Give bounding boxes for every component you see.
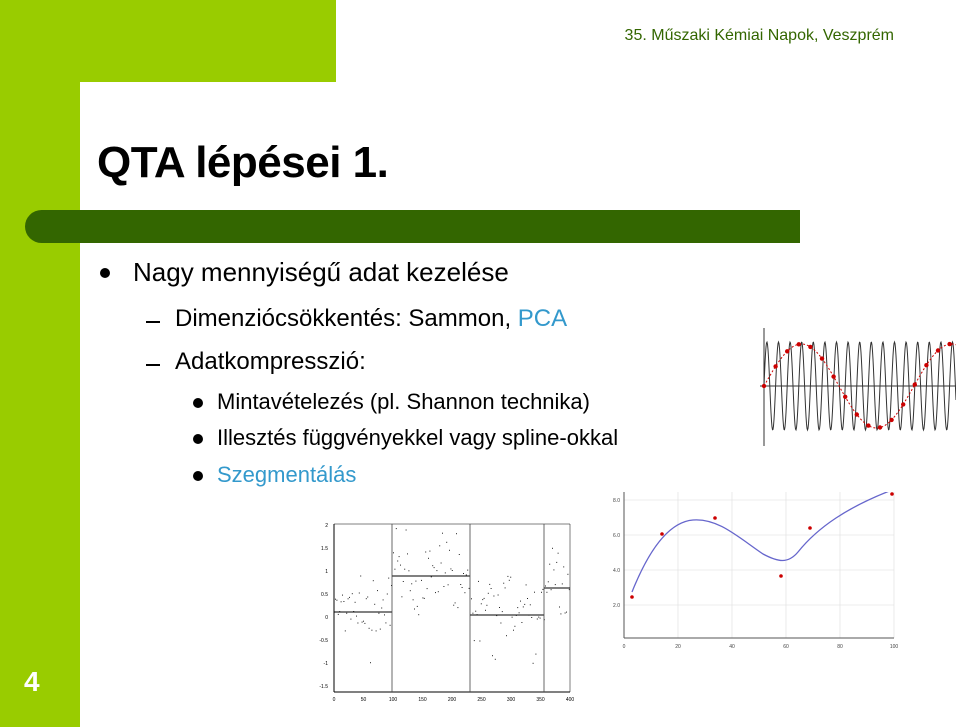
scatter-point bbox=[559, 607, 560, 608]
sub-bullet-dimension-reduction bbox=[175, 305, 567, 333]
scatter-point bbox=[499, 607, 500, 608]
sample-point bbox=[820, 356, 824, 360]
scatter-point bbox=[438, 591, 439, 592]
sub-bullet-compression: Adatkompresszió: bbox=[175, 348, 366, 375]
scatter-point bbox=[352, 593, 353, 594]
title-underline-bar bbox=[25, 210, 800, 243]
x-tick-label: 400 bbox=[565, 697, 575, 703]
scatter-point bbox=[466, 574, 467, 575]
scatter-point bbox=[534, 592, 535, 593]
scatter-point bbox=[479, 641, 480, 642]
scatter-point bbox=[555, 584, 556, 585]
y-tick-label: 1.5 bbox=[321, 546, 328, 552]
scatter-point bbox=[449, 550, 450, 551]
bullet-dot-icon bbox=[193, 434, 203, 444]
slide-number: 4 bbox=[24, 666, 40, 697]
bullet-dot-icon bbox=[193, 471, 203, 481]
scatter-point bbox=[424, 598, 425, 599]
scatter-point bbox=[533, 663, 534, 664]
scatter-point bbox=[527, 598, 528, 599]
scatter-point bbox=[348, 598, 349, 599]
scatter-point bbox=[562, 583, 563, 584]
y-tick-label: 2 bbox=[325, 523, 328, 529]
x-tick-label: 40 bbox=[729, 644, 735, 650]
scatter-point bbox=[530, 604, 531, 605]
scatter-point bbox=[393, 552, 394, 553]
x-tick-label: 20 bbox=[675, 644, 681, 650]
y-tick-label: 4.0 bbox=[613, 568, 620, 574]
x-tick-label: 100 bbox=[388, 697, 398, 703]
bullet-data-handling: Nagy mennyiségű adat kezelése bbox=[133, 257, 509, 287]
scatter-point bbox=[388, 578, 389, 579]
scatter-point bbox=[369, 628, 370, 629]
bullet-dot-icon bbox=[100, 268, 110, 278]
scatter-point bbox=[342, 595, 343, 596]
scatter-point bbox=[422, 597, 423, 598]
scatter-point bbox=[387, 594, 388, 595]
x-tick-label: 0 bbox=[622, 644, 626, 650]
scatter-point bbox=[463, 573, 464, 574]
scatter-point bbox=[452, 570, 453, 571]
scatter-point bbox=[346, 613, 347, 614]
y-tick-label: 2.0 bbox=[613, 603, 620, 609]
scatter-point bbox=[502, 611, 503, 612]
scatter-point bbox=[453, 605, 454, 606]
sample-point bbox=[843, 395, 847, 399]
scatter-point bbox=[546, 592, 547, 593]
scatter-point bbox=[413, 599, 414, 600]
sample-point bbox=[936, 348, 940, 352]
scatter-point bbox=[394, 569, 395, 570]
scatter-point bbox=[489, 584, 490, 585]
scatter-point bbox=[552, 548, 553, 549]
scatter-point bbox=[569, 589, 570, 590]
x-tick-label: 350 bbox=[536, 697, 545, 703]
scatter-point bbox=[356, 616, 357, 617]
scatter-point bbox=[431, 576, 432, 577]
scatter-point bbox=[495, 659, 496, 660]
sample-point bbox=[913, 382, 917, 386]
scatter-point bbox=[445, 572, 446, 573]
x-tick-label: 0 bbox=[332, 697, 336, 703]
scatter-point bbox=[521, 622, 522, 623]
scatter-point bbox=[371, 630, 372, 631]
scatter-point bbox=[341, 601, 342, 602]
scatter-point bbox=[500, 623, 501, 624]
scatter-point bbox=[475, 611, 476, 612]
dimension-reduction-text: Dimenziócsökkentés: Sammon, bbox=[175, 305, 518, 332]
pca-link[interactable]: PCA bbox=[517, 305, 568, 332]
x-tick-label: 200 bbox=[447, 697, 457, 703]
sample-point bbox=[773, 364, 777, 368]
scatter-point bbox=[498, 595, 499, 596]
item-sampling: Mintavételezés (pl. Shannon technika) bbox=[217, 389, 590, 414]
scatter-point bbox=[551, 589, 552, 590]
scatter-point bbox=[567, 574, 568, 575]
scatter-point bbox=[421, 580, 422, 581]
scatter-point bbox=[442, 533, 443, 534]
scatter-point bbox=[471, 598, 472, 599]
scatter-point bbox=[459, 554, 460, 555]
scatter-point bbox=[404, 569, 405, 570]
scatter-point bbox=[520, 601, 521, 602]
slide-title: QTA lépései 1. bbox=[97, 138, 389, 187]
x-tick-label: 60 bbox=[783, 644, 789, 650]
scatter-point bbox=[432, 565, 433, 566]
scatter-point bbox=[374, 604, 375, 605]
scatter-point bbox=[370, 662, 371, 663]
data-point bbox=[890, 492, 894, 496]
scatter-point bbox=[503, 583, 504, 584]
segmentation-figure bbox=[312, 518, 578, 724]
scatter-point bbox=[441, 563, 442, 564]
scatter-point bbox=[519, 612, 520, 613]
scatter-point bbox=[343, 601, 344, 602]
scatter-point bbox=[482, 599, 483, 600]
sample-point bbox=[831, 374, 835, 378]
scatter-point bbox=[407, 553, 408, 554]
scatter-point bbox=[397, 561, 398, 562]
scatter-point bbox=[556, 562, 557, 563]
scatter-point bbox=[478, 581, 479, 582]
scatter-point bbox=[541, 592, 542, 593]
scatter-point bbox=[566, 612, 567, 613]
sample-point bbox=[808, 345, 812, 349]
x-tick-label: 300 bbox=[506, 697, 516, 703]
scatter-point bbox=[359, 593, 360, 594]
scatter-point bbox=[408, 570, 409, 571]
data-point bbox=[660, 532, 664, 536]
x-tick-label: 250 bbox=[477, 697, 486, 703]
scatter-point bbox=[410, 590, 411, 591]
scatter-point bbox=[523, 606, 524, 607]
scatter-point bbox=[513, 630, 514, 631]
scatter-point bbox=[472, 613, 473, 614]
scatter-point bbox=[509, 580, 510, 581]
scatter-point bbox=[464, 592, 465, 593]
scatter-point bbox=[363, 621, 364, 622]
scatter-point bbox=[390, 625, 391, 626]
scatter-point bbox=[415, 581, 416, 582]
scatter-point bbox=[399, 556, 400, 557]
scatter-point bbox=[376, 630, 377, 631]
scatter-point bbox=[467, 570, 468, 571]
y-tick-label: -1.5 bbox=[319, 684, 328, 690]
y-tick-label: 6.0 bbox=[613, 533, 620, 539]
scatter-point bbox=[448, 584, 449, 585]
spline-figure bbox=[598, 492, 898, 654]
scatter-point bbox=[524, 604, 525, 605]
scatter-point bbox=[357, 623, 358, 624]
scatter-point bbox=[414, 609, 415, 610]
scatter-point bbox=[436, 570, 437, 571]
scatter-point bbox=[400, 565, 401, 566]
y-tick-label: 8.0 bbox=[613, 498, 620, 504]
y-tick-label: 0 bbox=[325, 615, 328, 621]
scatter-point bbox=[446, 542, 447, 543]
sample-point bbox=[866, 423, 870, 427]
scatter-point bbox=[537, 619, 538, 620]
scatter-point bbox=[456, 533, 457, 534]
scatter-point bbox=[548, 581, 549, 582]
scatter-point bbox=[350, 619, 351, 620]
scatter-point bbox=[545, 586, 546, 587]
sample-point bbox=[797, 342, 801, 346]
scatter-point bbox=[364, 623, 365, 624]
scatter-point bbox=[526, 584, 527, 585]
scatter-point bbox=[474, 640, 475, 641]
y-tick-label: 0.5 bbox=[321, 592, 328, 598]
scatter-point bbox=[403, 581, 404, 582]
x-tick-label: 150 bbox=[418, 697, 427, 703]
conference-label: 35. Műszaki Kémiai Napok, Veszprém bbox=[624, 27, 894, 44]
scatter-point bbox=[380, 629, 381, 630]
scatter-point bbox=[435, 592, 436, 593]
scatter-point bbox=[396, 528, 397, 529]
scatter-point bbox=[383, 599, 384, 600]
accent-bar-top bbox=[0, 0, 336, 82]
scatter-point bbox=[517, 607, 518, 608]
scatter-point bbox=[560, 613, 561, 614]
scatter-point bbox=[411, 583, 412, 584]
scatter-point bbox=[457, 607, 458, 608]
scatter-point bbox=[355, 602, 356, 603]
scatter-point bbox=[505, 587, 506, 588]
scatter-point bbox=[345, 630, 346, 631]
sample-point bbox=[889, 418, 893, 422]
scatter-point bbox=[455, 602, 456, 603]
scatter-point bbox=[493, 596, 494, 597]
scatter-point bbox=[401, 596, 402, 597]
scatter-point bbox=[366, 598, 367, 599]
data-point bbox=[630, 595, 634, 599]
scatter-point bbox=[406, 530, 407, 531]
scatter-point bbox=[507, 576, 508, 577]
scatter-point bbox=[491, 588, 492, 589]
scatter-point bbox=[428, 558, 429, 559]
scatter-point bbox=[488, 593, 489, 594]
scatter-point bbox=[540, 618, 541, 619]
scatter-point bbox=[443, 586, 444, 587]
scatter-point bbox=[553, 569, 554, 570]
sample-point bbox=[947, 342, 951, 346]
scatter-point bbox=[542, 589, 543, 590]
scatter-point bbox=[563, 566, 564, 567]
scatter-point bbox=[549, 564, 550, 565]
scatter-point bbox=[381, 608, 382, 609]
x-tick-label: 100 bbox=[889, 644, 898, 650]
scatter-point bbox=[349, 597, 350, 598]
scatter-point bbox=[531, 617, 532, 618]
scatter-point bbox=[360, 576, 361, 577]
scatter-point bbox=[362, 622, 363, 623]
scatter-point bbox=[378, 613, 379, 614]
scatter-point bbox=[336, 600, 337, 601]
scatter-point bbox=[385, 622, 386, 623]
sample-point bbox=[762, 384, 766, 388]
sample-point bbox=[901, 402, 905, 406]
x-tick-label: 80 bbox=[837, 644, 843, 650]
x-tick-label: 50 bbox=[360, 697, 367, 703]
scatter-point bbox=[469, 588, 470, 589]
sample-point bbox=[855, 412, 859, 416]
bullet-dot-icon bbox=[193, 398, 203, 408]
data-point bbox=[779, 574, 783, 578]
scatter-point bbox=[373, 580, 374, 581]
sample-point bbox=[785, 349, 789, 353]
scatter-point bbox=[418, 614, 419, 615]
scatter-point bbox=[384, 614, 385, 615]
scatter-point bbox=[377, 590, 378, 591]
scatter-point bbox=[434, 567, 435, 568]
y-tick-label: -1 bbox=[323, 661, 328, 667]
scatter-point bbox=[492, 655, 493, 656]
data-point bbox=[713, 516, 717, 520]
scatter-point bbox=[338, 614, 339, 615]
scatter-point bbox=[427, 588, 428, 589]
scatter-point bbox=[481, 603, 482, 604]
accent-bar-left bbox=[0, 0, 80, 727]
sample-point bbox=[878, 425, 882, 429]
scatter-point bbox=[335, 599, 336, 600]
scatter-point bbox=[514, 626, 515, 627]
scatter-point bbox=[538, 617, 539, 618]
dash-icon bbox=[146, 321, 160, 323]
scatter-point bbox=[439, 545, 440, 546]
scatter-point bbox=[485, 610, 486, 611]
y-tick-label: 1 bbox=[325, 569, 328, 575]
item-segmentation-link[interactable]: Szegmentálás bbox=[217, 462, 357, 487]
scatter-point bbox=[484, 598, 485, 599]
scatter-point bbox=[510, 577, 511, 578]
scatter-point bbox=[367, 597, 368, 598]
data-point bbox=[808, 526, 812, 530]
scatter-point bbox=[417, 606, 418, 607]
item-spline-fitting: Illesztés függvényekkel vagy spline-okkal bbox=[217, 425, 619, 450]
scatter-point bbox=[565, 613, 566, 614]
sampling-figure bbox=[760, 328, 956, 448]
sample-point bbox=[924, 363, 928, 367]
scatter-point bbox=[486, 605, 487, 606]
dash-icon bbox=[146, 364, 160, 366]
scatter-point bbox=[558, 553, 559, 554]
scatter-point bbox=[462, 587, 463, 588]
scatter-point bbox=[429, 551, 430, 552]
scatter-point bbox=[450, 568, 451, 569]
scatter-point bbox=[460, 584, 461, 585]
scatter-point bbox=[535, 654, 536, 655]
scatter-point bbox=[506, 635, 507, 636]
scatter-point bbox=[425, 552, 426, 553]
y-tick-label: -0.5 bbox=[319, 638, 328, 644]
scatter-point bbox=[512, 617, 513, 618]
